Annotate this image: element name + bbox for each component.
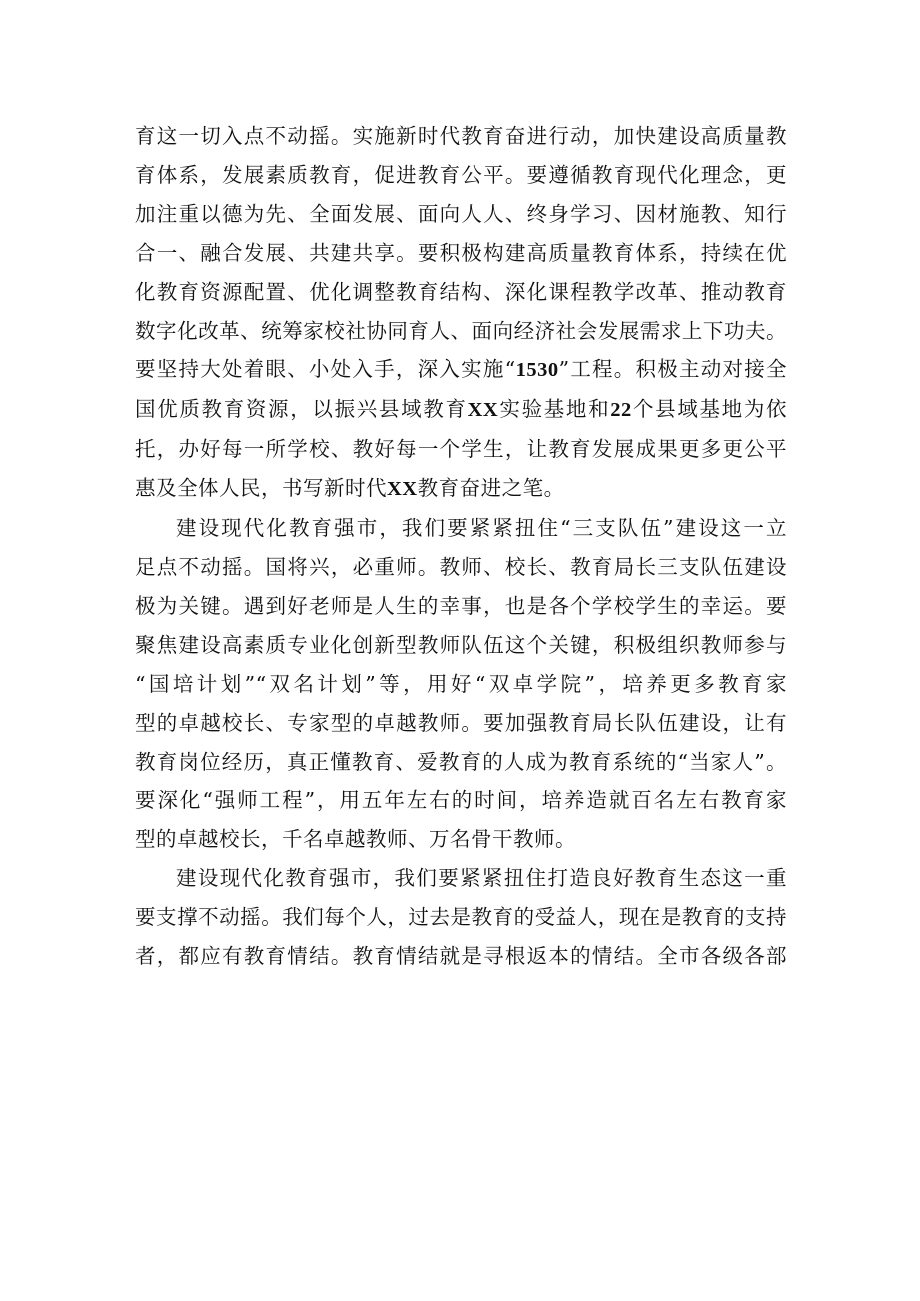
paragraph-line: 合一、融合发展、共建共享。要积极构建高质量教育体系，持续在优 <box>135 240 787 265</box>
paragraph-line: 育这一切入点不动摇。实施新时代教育奋进行动，加快建设高质量教 <box>135 124 787 148</box>
paragraph-line: 惠及全体人民，书写新时代XX教育奋进之笔。 <box>135 476 565 501</box>
paragraph-2 <box>135 509 787 859</box>
paragraph-line: 化教育资源配置、优化调整教育结构、深化课程教学改革、推动教育 <box>135 279 787 304</box>
paragraph-line: 托，办好每一所学校、教好每一个学生，让教育发展成果更多更公平 <box>135 437 787 462</box>
paragraph-line: 要深化“强师工程”，用五年左右的时间，培养造就百名左右教育家 <box>135 788 787 813</box>
paragraph-line: 育体系，发展素质教育，促进教育公平。要遵循教育现代化理念，更 <box>135 162 787 187</box>
document-body <box>135 117 787 976</box>
paragraph-line: 加注重以德为先、全面发展、面向人人、终身学习、因材施教、知行 <box>135 201 787 226</box>
paragraph-line: 要支撑不动摇。我们每个人，过去是教育的受益人，现在是教育的支持 <box>135 905 787 930</box>
paragraph-3 <box>135 859 787 976</box>
paragraph-line: 国优质教育资源，以振兴县域教育XX实验基地和22个县域基地为依 <box>135 397 788 422</box>
paragraph-line: 聚焦建设高素质专业化创新型教师队伍这个关键，积极组织教师参与 <box>135 632 787 657</box>
paragraph-1 <box>135 117 787 509</box>
paragraph-line: “国培计划”“双名计划”等，用好“双卓学院”，培养更多教育家 <box>135 671 787 696</box>
paragraph-line: 极为关键。遇到好老师是人生的幸事，也是各个学校学生的幸运。要 <box>135 593 787 618</box>
paragraph-line: 数字化改革、统筹家校社协同育人、面向经济社会发展需求上下功夫。 <box>135 318 787 343</box>
paragraph-line: 教育岗位经历，真正懂教育、爱教育的人成为教育系统的“当家人”。 <box>135 749 787 774</box>
paragraph-line: 型的卓越校长，千名卓越教师、万名骨干教师。 <box>135 827 576 852</box>
paragraph-line: 型的卓越校长、专家型的卓越教师。要加强教育局长队伍建设，让有 <box>135 710 787 735</box>
paragraph-line: 者，都应有教育情结。教育情结就是寻根返本的情结。全市各级各部 <box>135 944 787 969</box>
paragraph-line: 足点不动摇。国将兴，必重师。教师、校长、教育局长三支队伍建设 <box>135 554 787 579</box>
paragraph-line: 建设现代化教育强市，我们要紧紧扭住“三支队伍”建设这一立 <box>176 516 787 541</box>
paragraph-line: 建设现代化教育强市，我们要紧紧扭住打造良好教育生态这一重 <box>176 866 787 891</box>
paragraph-line: 要坚持大处着眼、小处入手，深入实施“1530”工程。积极主动对接全 <box>135 357 787 382</box>
